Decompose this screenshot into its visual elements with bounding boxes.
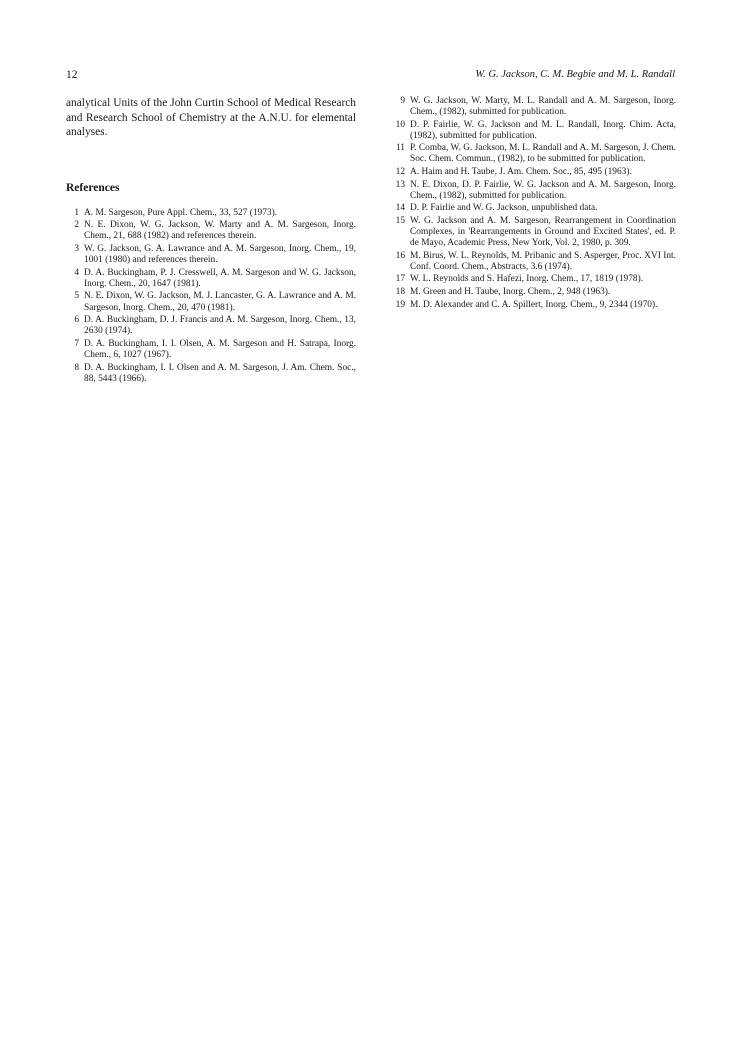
reference-number: 5 xyxy=(74,291,79,302)
reference-item xyxy=(388,216,676,249)
reference-number: 19 xyxy=(395,299,405,310)
reference-number: 12 xyxy=(395,167,405,178)
reference-number: 7 xyxy=(74,338,79,349)
reference-number: 11 xyxy=(395,143,405,154)
reference-item xyxy=(388,180,676,202)
reference-number: 13 xyxy=(395,179,405,190)
reference-number: 8 xyxy=(74,362,79,373)
reference-text: A. M. Sargeson, Pure Appl. Chem., 33, 527 (1973). xyxy=(84,207,278,218)
reference-item xyxy=(388,287,676,298)
references-heading: References xyxy=(66,181,120,194)
reference-item xyxy=(66,291,356,313)
reference-item xyxy=(66,268,356,290)
reference-text: W. G. Jackson and A. M. Sargeson, Rearrangement in Coordination Complexes, in 'Rearrangements in Ground and Excited States', ed. P. de Mayo, Academic Press, New York, Vol. 2, 1980, p. 309. xyxy=(410,215,676,249)
reference-number: 15 xyxy=(395,215,405,226)
reference-text: D. A. Buckingham, I. I. Olsen, A. M. Sargeson and H. Satrapa, Inorg. Chem., 6, 1027 (1967). xyxy=(84,338,356,360)
reference-number: 9 xyxy=(400,96,405,106)
reference-text: W. L. Reynolds and S. Hafezi, Inorg. Chem., 17, 1819 (1978). xyxy=(410,274,644,285)
reference-item xyxy=(66,315,356,337)
reference-text: D. A. Buckingham, P. J. Cresswell, A. M. Sargeson and W. G. Jackson, Inorg. Chem., 20, 1647 (1981). xyxy=(84,267,356,289)
right-column xyxy=(388,96,676,312)
reference-text: N. E. Dixon, D. P. Fairlie, W. G. Jackson and A. M. Sargeson, Inorg. Chem., (1982), submitted for publication. xyxy=(410,179,676,201)
reference-item xyxy=(388,167,676,178)
reference-list-right xyxy=(388,96,676,311)
reference-text: M. Green and H. Taube, Inorg. Chem., 2, 948 (1963). xyxy=(410,287,611,297)
reference-number: 2 xyxy=(74,220,79,231)
reference-item xyxy=(388,274,676,285)
reference-item xyxy=(388,143,676,165)
page-number: 12 xyxy=(66,69,78,81)
reference-text: A. Haim and H. Taube, J. Am. Chem. Soc., 85, 495 (1963). xyxy=(410,167,632,178)
reference-text: M. Birus, W. L. Reynolds, M. Pribanic and S. Asperger, Proc. XVI Int. Conf. Coord. Chem., Abstracts, 3.6 (1974). xyxy=(410,250,676,272)
reference-number: 1 xyxy=(74,207,79,218)
reference-item xyxy=(388,96,676,118)
reference-number: 6 xyxy=(74,315,79,326)
reference-item xyxy=(66,339,356,361)
reference-item xyxy=(388,251,676,273)
reference-list-left xyxy=(66,208,356,385)
reference-text: D. P. Fairlie, W. G. Jackson and M. L. Randall, Inorg. Chim. Acta, (1982), submitted for publication. xyxy=(410,119,676,141)
reference-number: 17 xyxy=(395,274,405,285)
running-head: W. G. Jackson, C. M. Begbie and M. L. Randall xyxy=(475,69,675,80)
reference-number: 10 xyxy=(395,119,405,130)
reference-text: D. A. Buckingham, I. I. Olsen and A. M. Sargeson, J. Am. Chem. Soc., 88, 5443 (1966). xyxy=(84,362,356,384)
reference-text: W. G. Jackson, W. Marty, M. L. Randall and A. M. Sargeson, Inorg. Chem., (1982), submitted for publication. xyxy=(410,96,676,118)
reference-number: 3 xyxy=(74,244,79,255)
reference-item xyxy=(388,203,676,214)
acknowledgement-text: analytical Units of the John Curtin School of Medical Research and Research School of Chemistry at the A.N.U. for elemental analyses. xyxy=(66,97,356,139)
reference-item xyxy=(66,244,356,266)
reference-item xyxy=(388,120,676,142)
reference-number: 14 xyxy=(395,203,405,214)
reference-number: 16 xyxy=(395,250,405,261)
reference-text: W. G. Jackson, G. A. Lawrance and A. M. Sargeson, Inorg. Chem., 19, 1001 (1980) and references therein. xyxy=(84,244,356,266)
reference-item xyxy=(66,220,356,242)
reference-text: D. P. Fairlie and W. G. Jackson, unpublished data. xyxy=(410,203,598,214)
reference-item xyxy=(66,363,356,385)
reference-text: D. A. Buckingham, D. J. Francis and A. M. Sargeson, Inorg. Chem., 13, 2630 (1974). xyxy=(84,315,356,337)
reference-item xyxy=(388,300,676,311)
reference-number: 18 xyxy=(395,287,405,297)
reference-number: 4 xyxy=(74,267,79,278)
reference-text: N. E. Dixon, W. G. Jackson, W. Marty and A. M. Sargeson, Inorg. Chem., 21, 688 (1982) and references therein. xyxy=(84,220,356,242)
reference-item xyxy=(66,208,356,219)
reference-text: N. E. Dixon, W. G. Jackson, M. J. Lancaster, G. A. Lawrance and A. M. Sargeson, Inorg. Chem., 20, 470 (1981). xyxy=(84,291,356,313)
reference-text: M. D. Alexander and C. A. Spillert, Inorg. Chem., 9, 2344 (1970). xyxy=(410,299,658,310)
reference-text: P. Comba, W. G. Jackson, M. L. Randall and A. M. Sargeson, J. Chem. Soc. Chem. Commun., (1982), to be submitted for publication. xyxy=(410,143,676,165)
left-column xyxy=(66,96,356,386)
